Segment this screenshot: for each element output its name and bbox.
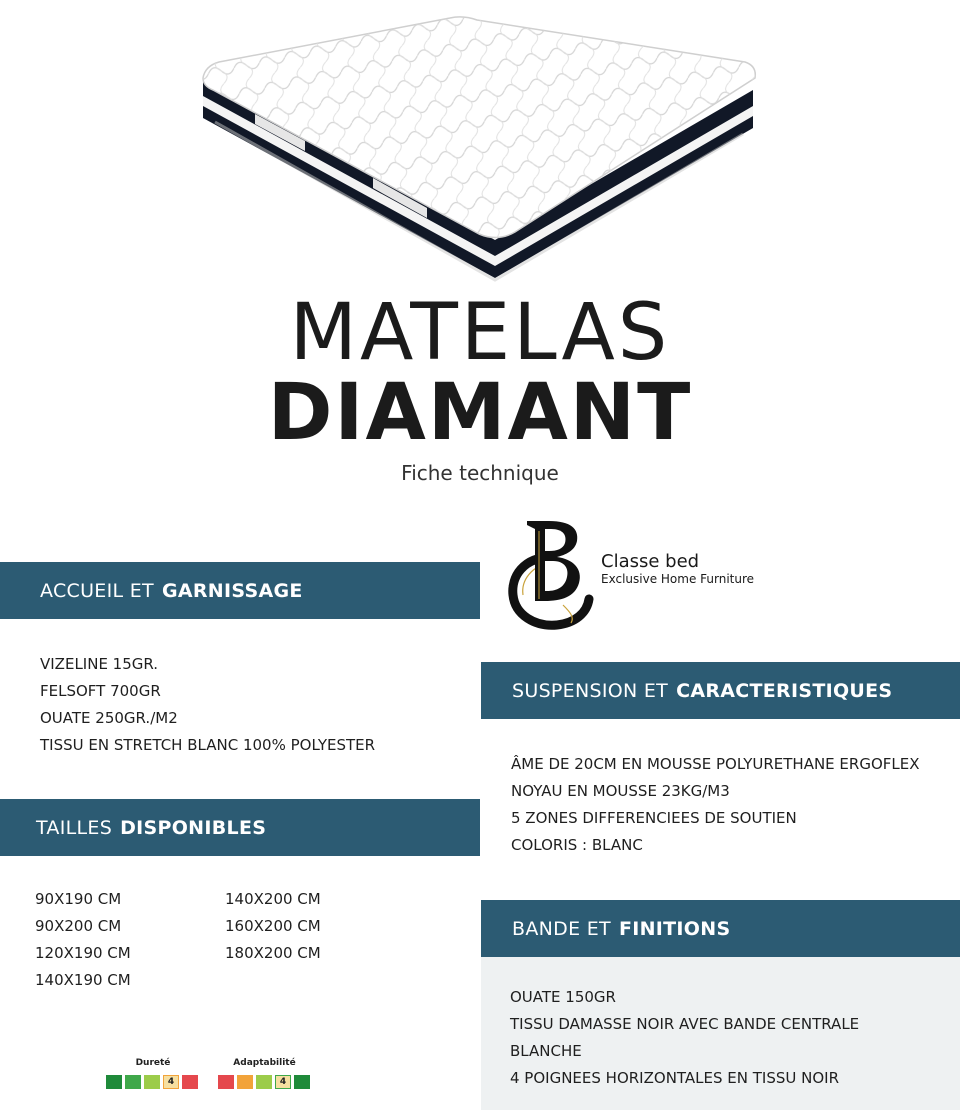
adaptabilite-scale — [218, 1075, 310, 1089]
list-item: ÂME DE 20CM EN MOUSSE POLYURETHANE ERGOFLEX — [511, 755, 920, 773]
sizes-list-left — [35, 886, 131, 994]
list-item: COLORIS : BLANC — [511, 836, 643, 854]
section-title-light: TAILLES — [36, 816, 113, 839]
size-item: 90X200 CM — [35, 917, 122, 935]
durete-label: Dureté — [135, 1058, 171, 1068]
list-item: TISSU DAMASSE NOIR AVEC BANDE CENTRALE — [510, 1015, 860, 1033]
mattress-product-image — [195, 10, 765, 295]
scale-box-2 — [125, 1075, 141, 1089]
suspension-list — [511, 751, 920, 859]
subtitle: Fiche technique — [401, 461, 559, 485]
scale-box-2 — [237, 1075, 253, 1089]
section-title-light: SUSPENSION ET — [512, 679, 669, 702]
size-item: 140X200 CM — [225, 890, 321, 908]
scale-box-1 — [106, 1075, 122, 1089]
list-item: OUATE 250GR./M2 — [40, 709, 178, 727]
section-title-bold: GARNISSAGE — [161, 579, 303, 602]
list-item: OUATE 150GR — [510, 988, 616, 1006]
list-item: TISSU EN STRETCH BLANC 100% POLYESTER — [40, 736, 376, 754]
scale-box-1 — [218, 1075, 234, 1089]
list-item: 4 POIGNEES HORIZONTALES EN TISSU NOIR — [510, 1069, 840, 1087]
scale-box-4: 4 — [275, 1075, 291, 1089]
scale-box-5 — [294, 1075, 310, 1089]
bande-list — [510, 984, 859, 1092]
size-item: 90X190 CM — [35, 890, 122, 908]
durete-scale — [106, 1075, 198, 1089]
accueil-list — [40, 651, 375, 759]
size-item: 120X190 CM — [35, 944, 131, 962]
product-title-line2: DIAMANT — [267, 368, 693, 458]
list-item: VIZELINE 15GR. — [40, 655, 159, 673]
product-title-line1: MATELAS — [289, 288, 671, 378]
list-item: NOYAU EN MOUSSE 23KG/M3 — [511, 782, 730, 800]
brand-monogram-logo — [505, 515, 600, 630]
section-title-bold: CARACTERISTIQUES — [676, 679, 893, 702]
size-item: 140X190 CM — [35, 971, 131, 989]
sizes-list-right — [225, 886, 321, 967]
section-header-accueil — [0, 562, 480, 619]
section-title-light: ACCUEIL ET — [40, 579, 154, 602]
adaptabilite-label: Adaptabilité — [233, 1058, 296, 1068]
scale-box-3 — [144, 1075, 160, 1089]
brand-tagline: Exclusive Home Furniture — [601, 572, 755, 586]
section-title-bold: FINITIONS — [618, 917, 731, 940]
list-item: 5 ZONES DIFFERENCIEES DE SOUTIEN — [511, 809, 797, 827]
section-header-tailles — [0, 799, 480, 856]
list-item: FELSOFT 700GR — [40, 682, 161, 700]
section-header-suspension — [481, 662, 960, 719]
scale-box-3 — [256, 1075, 272, 1089]
section-title-light: BANDE ET — [512, 917, 611, 940]
section-title-bold: DISPONIBLES — [120, 816, 267, 839]
scale-box-5 — [182, 1075, 198, 1089]
scale-box-4: 4 — [163, 1075, 179, 1089]
section-header-bande — [481, 900, 960, 957]
list-item: BLANCHE — [510, 1042, 582, 1060]
size-item: 180X200 CM — [225, 944, 321, 962]
size-item: 160X200 CM — [225, 917, 321, 935]
brand-name: Classe bed — [601, 551, 700, 572]
